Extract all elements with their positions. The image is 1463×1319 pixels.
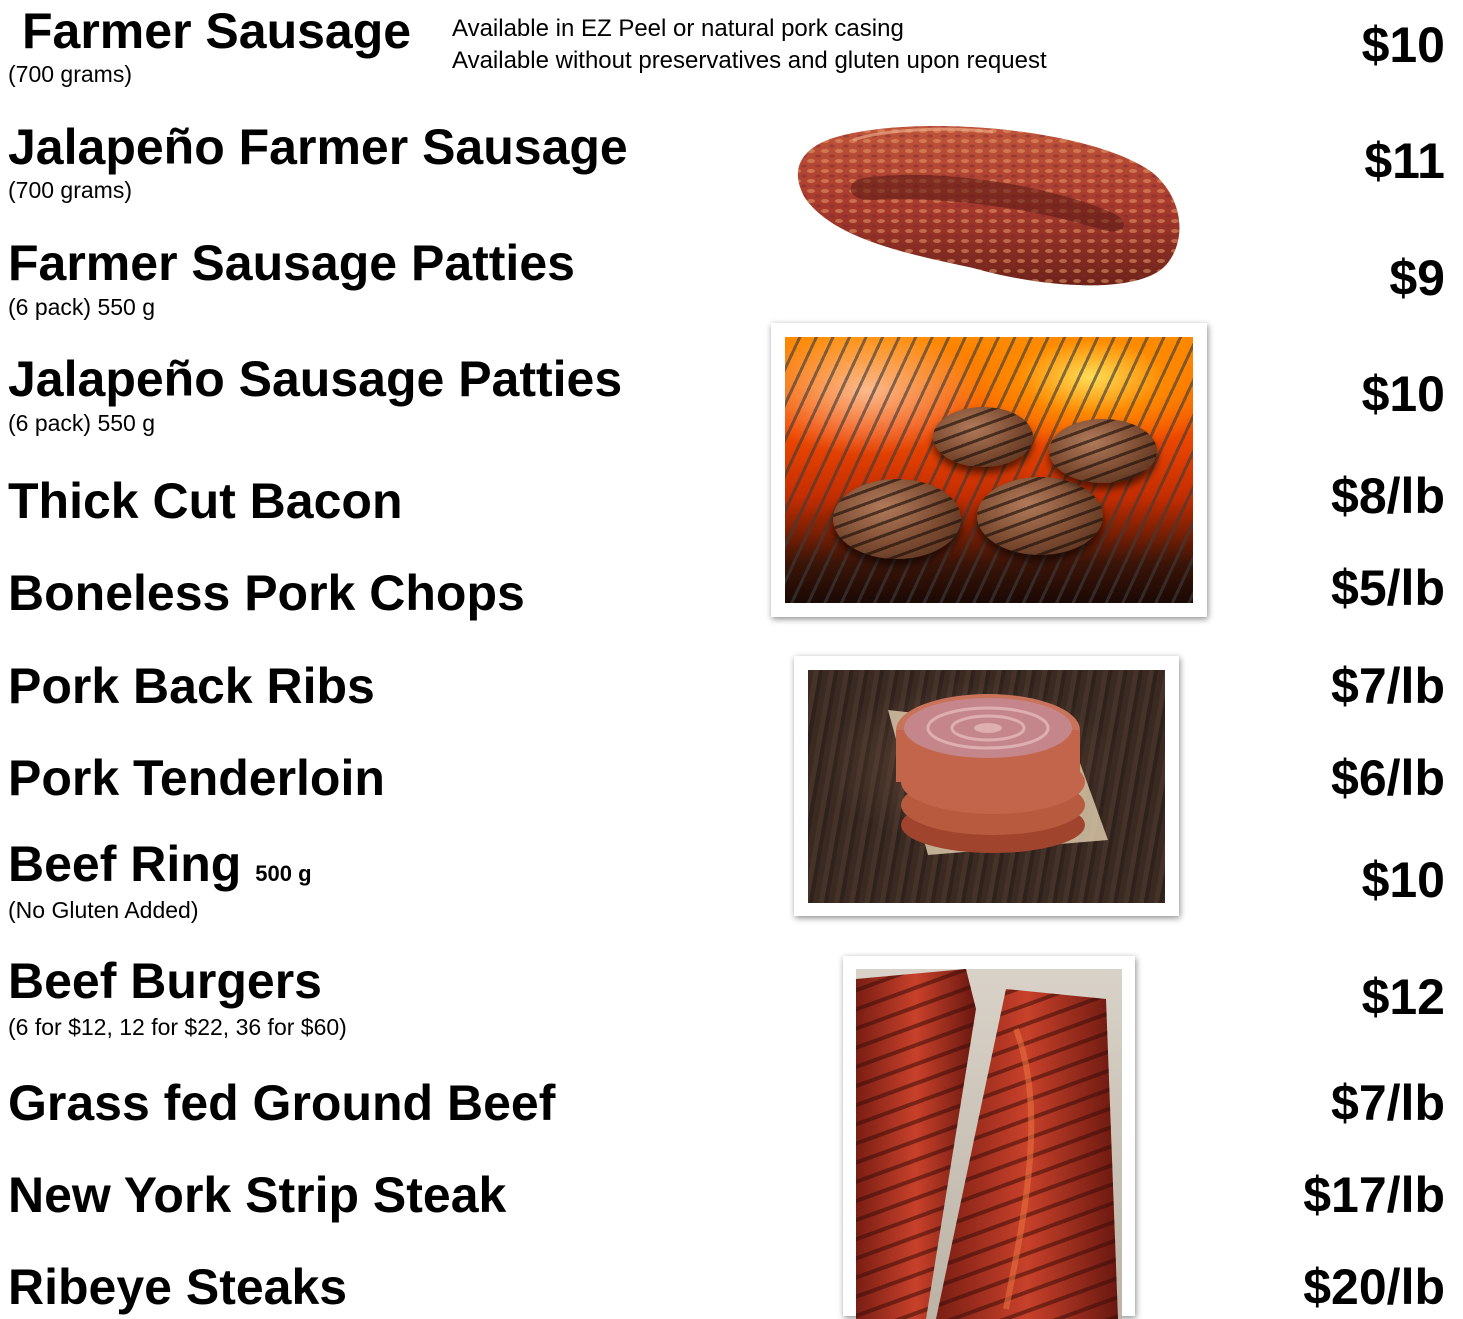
pork-back-ribs-image (843, 956, 1135, 1316)
price-jalapeno-farmer-sausage: $11 (1364, 133, 1445, 189)
price-farmer-sausage-patties: $9 (1389, 250, 1445, 306)
item-name-pork-tenderloin: Pork Tenderloin (8, 750, 385, 806)
item-sub-jalapeno-farmer-sausage: (700 grams) (8, 177, 132, 203)
price-pork-tenderloin: $6/lb (1331, 750, 1445, 806)
item-name-farmer-sausage-patties: Farmer Sausage Patties (8, 235, 575, 291)
item-name-thick-cut-bacon: Thick Cut Bacon (8, 473, 403, 529)
price-jalapeno-sausage-patties: $10 (1361, 366, 1445, 422)
price-thick-cut-bacon: $8/lb (1331, 468, 1445, 524)
price-new-york-strip-steak: $17/lb (1303, 1167, 1445, 1223)
item-name-boneless-pork-chops: Boneless Pork Chops (8, 565, 525, 621)
beef-ring-image (794, 656, 1179, 916)
price-farmer-sausage: $10 (1361, 17, 1445, 73)
item-sub-farmer-sausage: (700 grams) (8, 61, 132, 87)
item-name-new-york-strip-steak: New York Strip Steak (8, 1167, 507, 1223)
item-name-ribeye-steaks: Ribeye Steaks (8, 1259, 348, 1315)
item-name-jalapeno-farmer-sausage: Jalapeño Farmer Sausage (8, 119, 628, 175)
price-beef-ring: $10 (1361, 852, 1445, 908)
note-line-1: Available in EZ Peel or natural pork casing (452, 15, 904, 42)
price-ribeye-steaks: $20/lb (1303, 1259, 1445, 1315)
item-name-farmer-sausage: Farmer Sausage (22, 3, 412, 59)
item-sub-farmer-sausage-patties: (6 pack) 550 g (8, 294, 156, 320)
beef-ring-weight: 500 g (255, 861, 312, 886)
item-name-grass-fed-ground-beef: Grass fed Ground Beef (8, 1075, 556, 1131)
grilled-patties-image (771, 323, 1207, 617)
item-name-jalapeno-sausage-patties: Jalapeño Sausage Patties (8, 351, 623, 407)
item-name-beef-ring (8, 836, 312, 892)
casing-note (452, 13, 1047, 77)
note-line-2: Available without preservatives and gluten upon request (452, 47, 1047, 74)
beef-ring-label: Beef Ring (8, 836, 242, 892)
item-sub-jalapeno-sausage-patties: (6 pack) 550 g (8, 410, 156, 436)
item-name-beef-burgers: Beef Burgers (8, 953, 322, 1009)
farmer-sausage-image (793, 118, 1185, 294)
price-grass-fed-ground-beef: $7/lb (1331, 1075, 1445, 1131)
price-beef-burgers: $12 (1361, 969, 1445, 1025)
item-sub-beef-burgers: (6 for $12, 12 for $22, 36 for $60) (8, 1014, 347, 1040)
item-sub-beef-ring: (No Gluten Added) (8, 897, 199, 923)
price-boneless-pork-chops: $5/lb (1331, 560, 1445, 616)
item-name-pork-back-ribs: Pork Back Ribs (8, 658, 375, 714)
price-pork-back-ribs: $7/lb (1331, 658, 1445, 714)
